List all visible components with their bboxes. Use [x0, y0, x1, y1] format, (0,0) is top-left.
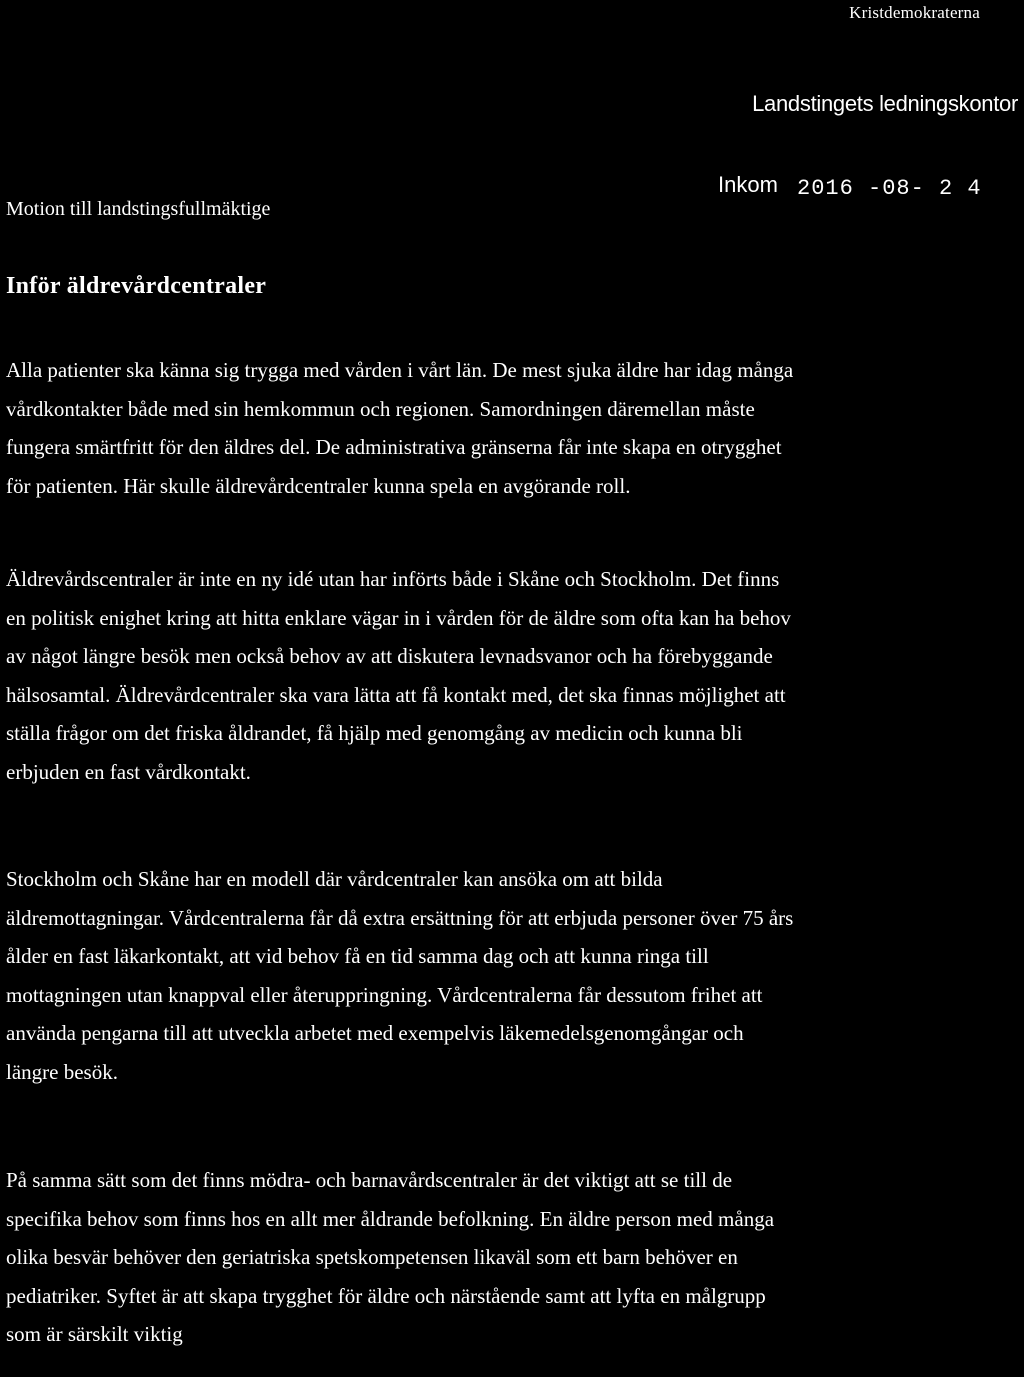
text-line: som är särskilt viktig	[6, 1322, 183, 1346]
text-line: erbjuden en fast vårdkontakt.	[6, 759, 251, 784]
text-line: hälsosamtal. Äldrevårdcentraler ska vara lätta att få kontakt med, det ska finnas möjlighet att	[6, 682, 786, 707]
text-line: Alla patienter ska känna sig trygga med vården i vårt län. De mest sjuka äldre har idag många	[6, 358, 794, 382]
text-line: Äldrevårdscentraler är inte en ny idé utan har införts både i Skåne och Stockholm. Det finns	[6, 567, 780, 591]
office-stamp: Landstingets ledningskontor	[752, 91, 1018, 116]
text-line: längre besök.	[6, 1059, 118, 1084]
received-date: 2016 -08- 2 4	[797, 176, 982, 201]
text-line: mottagningen utan knappval eller återuppringning. Vårdcentralerna får dessutom frihet att	[6, 982, 763, 1007]
text-line: ålder en fast läkarkontakt, att vid behov få en tid samma dag och att kunna ringa till	[6, 944, 709, 968]
text-line: vårdkontakter både med sin hemkommun och regionen. Samordningen däremellan måste	[6, 396, 755, 421]
text-line: På samma sätt som det finns mödra- och barnavårdscentraler är det viktigt att se till de	[6, 1168, 733, 1192]
text-line: för patienten. Här skulle äldrevårdcentraler kunna spela en avgörande roll.	[6, 473, 631, 498]
motion-label: Motion till landstingsfullmäktige	[6, 198, 271, 220]
text-line: använda pengarna till att utveckla arbetet med exempelvis läkemedelsgenomgångar och	[6, 1021, 744, 1045]
paragraph-1	[6, 351, 996, 505]
text-line: av något längre besök men också behov av att diskutera levnadsvanor och ha förebyggande	[6, 644, 773, 668]
document-title: Inför äldrevårdcentraler	[6, 273, 267, 299]
paragraph-4	[6, 1161, 996, 1354]
text-line: fungera smärtfritt för den äldres del. De administrativa gränserna får inte skapa en otrygghet	[6, 435, 782, 459]
text-line: Stockholm och Skåne har en modell där vårdcentraler kan ansöka om att bilda	[6, 867, 663, 891]
paragraph-2	[6, 560, 996, 791]
received-label: Inkom	[718, 172, 778, 197]
text-line: specifika behov som finns hos en allt mer åldrande befolkning. En äldre person med många	[6, 1206, 775, 1231]
text-line: pediatriker. Syftet är att skapa trygghet för äldre och närstående samt att lyfta en målgrupp	[6, 1283, 766, 1308]
party-name: Kristdemokraterna	[849, 3, 980, 22]
text-line: äldremottagningar. Vårdcentralerna får då extra ersättning för att erbjuda personer över 75 års	[6, 905, 794, 930]
text-line: ställa frågor om det friska åldrandet, få hjälp med genomgång av medicin och kunna bli	[6, 721, 743, 745]
text-line: olika besvär behöver den geriatriska spetskompetensen likaväl som ett barn behöver en	[6, 1245, 738, 1269]
paragraph-3	[6, 860, 996, 1091]
text-line: en politisk enighet kring att hitta enklare vägar in i vården för de äldre som ofta kan ha behov	[6, 605, 791, 630]
